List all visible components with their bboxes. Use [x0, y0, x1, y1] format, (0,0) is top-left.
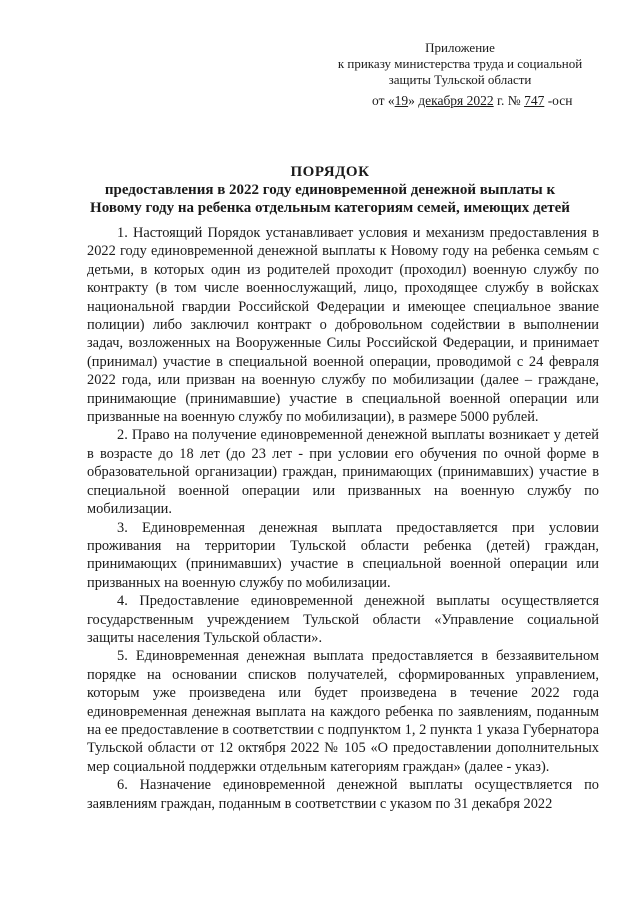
appendix-header [310, 40, 610, 88]
title-subtitle-line1: предоставления в 2022 году единовременной денежной выплаты к [104, 182, 556, 198]
order-day: 19 [394, 93, 409, 108]
title-word: ПОРЯДОК [290, 164, 370, 180]
document-title [60, 163, 600, 217]
paragraph-1: 1. Настоящий Порядок устанавливает условия и механизм предоставления в 2022 году единовременной денежной выплаты к Новому году на ребенка семьям с детьми, в которых один из родителей проходит (проходил) военную службу по контракту (в том числе военнослужащий, лицо, проходящее службу в войсках национальной гвардии Российской Федерации и имеющее специальное звание полиции) либо заключил контракт о добровольном содействии в выполнении задач, возложенных на Вооруженные Силы Российской Федерации, и принимает (принимал) участие в специальной военной операции, проводимой с 24 февраля 2022 года, или призван на военную службу по мобилизации (далее – граждане, принимающие (принимавшие) участие в специальной военной операции или призванные на военную службу по мобилизации), в размере 5000 рублей. [87, 225, 599, 426]
appendix-order-ref: к приказу министерства труда и социальной [337, 56, 583, 71]
appendix-region: защиты Тульской области [388, 72, 532, 87]
order-sep2: г. № [493, 93, 525, 108]
order-month-year: декабря 2022 [418, 93, 494, 108]
paragraph-4: 4. Предоставление единовременной денежной выплаты осуществляется государственным учреждением Тульской области «Управление социальной защиты населения Тульской области». [87, 593, 599, 646]
appendix-label: Приложение [425, 40, 495, 55]
paragraph-6: 6. Назначение единовременной денежной выплаты осуществляется по заявлениям граждан, поданным в соответствии с указом по 31 декабря 2022 [87, 777, 599, 812]
paragraph-2: 2. Право на получение единовременной денежной выплаты возникает у детей в возрасте до 18 лет (до 23 лет - при условии его обучения по очной форме в образовательной организации) граждан, принимающих (принимавших) участие в специальной военной операции или призванных на военную службу по мобилизации. [87, 427, 599, 518]
document-body [87, 224, 599, 813]
title-subtitle-line2: Новому году на ребенка отдельным категориям семей, имеющих детей [90, 200, 570, 216]
paragraph-3: 3. Единовременная денежная выплата предоставляется при условии проживания на территории Тульской области ребенка (детей) граждан, принимающих (принимавших) участие в специальной военной операции или призванных на военную службу по мобилизации. [87, 519, 599, 591]
order-prefix: от « [372, 93, 395, 108]
order-date-number [372, 93, 573, 109]
order-number: 747 [524, 93, 545, 108]
order-suffix: -осн [544, 93, 573, 108]
order-sep1: » [408, 93, 419, 108]
paragraph-5: 5. Единовременная денежная выплата предоставляется в беззаявительном порядке на основании списков получателей, сформированных управлением, которым уже произведена или будет произведена в течение 2022 года единовременная денежная выплата на каждого ребенка по заявлениям, поданным на ее предоставление в соответствии с подпунктом 1, 2 пункта 1 указа Губернатора Тульской области от 12 октября 2022 № 105 «О предоставлении дополнительных мер социальной поддержки отдельным категориям граждан» (далее - указ). [87, 648, 599, 775]
